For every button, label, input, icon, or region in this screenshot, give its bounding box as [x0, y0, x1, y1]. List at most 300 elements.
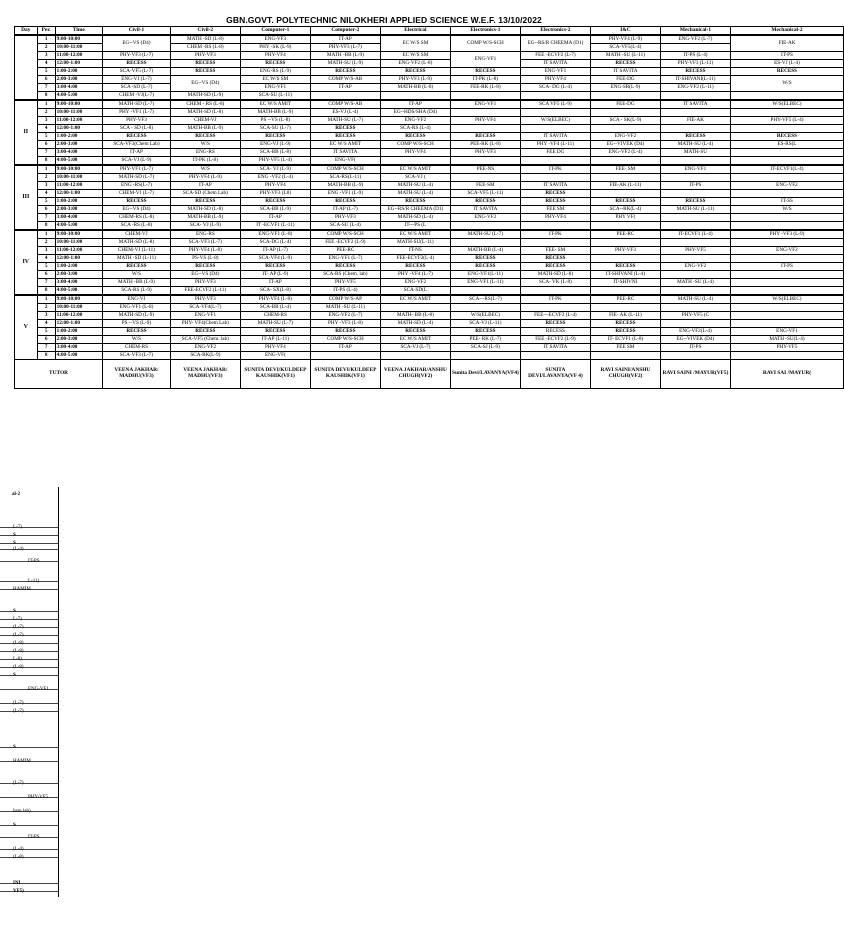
empty-cell — [380, 304, 450, 312]
class-cell: ENG-VF2 — [730, 182, 843, 190]
lower-faded-copy — [0, 487, 62, 897]
class-cell: RECESS — [240, 60, 310, 68]
empty-cell — [660, 44, 730, 52]
ghost-header: al-2 — [12, 492, 21, 497]
class-cell: PHY-VF4 (L-9) — [170, 174, 240, 182]
class-cell: MATH-SD (L-4) — [380, 320, 450, 328]
table-row — [15, 304, 844, 312]
ghost-rule — [0, 651, 58, 652]
class-cell: RECESS — [590, 198, 660, 206]
class-cell: SCA-VF5(L-4) — [590, 44, 660, 52]
period-number: 2 — [37, 174, 55, 182]
empty-cell — [730, 352, 843, 360]
period-number: 7 — [37, 84, 55, 92]
class-cell: PHY-VF4 — [240, 344, 310, 352]
period-time: 11:00-12:00 — [55, 52, 102, 60]
empty-cell — [450, 352, 520, 360]
period-time: 4:00-5:00 — [55, 287, 102, 296]
class-cell: IT---PS (L — [380, 222, 450, 231]
class-cell: RECESS — [380, 198, 450, 206]
period-time: 12:00-1:00 — [55, 320, 102, 328]
class-cell: IT-PK (L-8) — [450, 76, 520, 84]
class-cell: SCA-RS (Chem. lab) — [310, 271, 380, 279]
class-cell: RECESS — [450, 255, 520, 263]
period-time: 1:00-2:00 — [55, 328, 102, 336]
class-cell: SCA-VF4(L-7) — [170, 304, 240, 312]
class-cell: ENG-VF2 — [170, 344, 240, 352]
class-cell: RECESS — [520, 190, 590, 198]
period-time: 1:00-2:00 — [55, 68, 102, 76]
empty-cell — [450, 304, 520, 312]
class-cell: RECESS — [240, 133, 310, 141]
ghost-rule — [0, 703, 58, 704]
class-cell: SCA- VJ (L-9) — [170, 222, 240, 231]
class-cell: EG--VIVEK (D4) — [660, 336, 730, 344]
class-cell: PHY-VF4 (L-8) — [170, 247, 240, 255]
class-cell: PHY-VF5 — [310, 279, 380, 287]
class-cell: FEE-SM — [450, 182, 520, 190]
tutor-name: SUNITA DEVI/KULDEEP KAUSHIK(VF1) — [310, 360, 380, 389]
class-cell: IT-AP (L-7) — [240, 247, 310, 255]
class-cell: IT-PK (L-8) — [170, 157, 240, 166]
class-cell: PS --VS (L-9) — [103, 320, 171, 328]
empty-cell — [380, 92, 450, 101]
tutor-row — [15, 360, 844, 389]
ghost-label: L-8) — [13, 657, 22, 662]
class-cell: SCA-VJ (L-11) — [450, 320, 520, 328]
period-number: 3 — [37, 52, 55, 60]
class-cell: COMP W/S-AB — [310, 100, 380, 109]
class-cell: COMP W/S-SCH — [310, 336, 380, 344]
empty-cell — [660, 320, 730, 328]
empty-cell — [520, 304, 590, 312]
period-time: 2:00-3:00 — [55, 76, 102, 84]
period-time: 3:00-4:00 — [55, 279, 102, 287]
class-cell: COMP W/S-SCH — [380, 141, 450, 149]
class-cell: W/S — [730, 76, 843, 92]
class-cell: EG--VS (D4) — [103, 206, 171, 214]
empty-cell — [730, 239, 843, 247]
class-cell: EC W/S SM — [380, 35, 450, 52]
period-time: 10:00-11:00 — [55, 109, 102, 117]
column-header: Computer-2 — [310, 27, 380, 36]
period-number: 5 — [37, 133, 55, 141]
class-cell: PEE-RC — [590, 230, 660, 239]
column-header: Electronics-2 — [520, 27, 590, 36]
table-row — [15, 190, 844, 198]
day-label: IV — [15, 230, 38, 295]
class-cell: PHY-VF3 (L8) — [240, 190, 310, 198]
class-cell: RECESS — [590, 328, 660, 336]
column-header: Electronics-1 — [450, 27, 520, 36]
empty-cell — [660, 304, 730, 312]
class-cell: SCA-RS (L-4) — [380, 125, 450, 133]
empty-cell — [660, 109, 730, 117]
table-row — [15, 287, 844, 296]
empty-cell — [310, 352, 380, 360]
class-cell: PHY -VF1 (L-7) — [103, 109, 171, 117]
class-cell: PHY-VF5 — [660, 247, 730, 255]
table-row — [15, 92, 844, 101]
ghost-label: (L-7) — [13, 625, 24, 630]
period-number: 5 — [37, 68, 55, 76]
empty-cell — [520, 157, 590, 166]
period-number: 3 — [37, 117, 55, 125]
period-time: 10:00-11:00 — [55, 44, 102, 52]
class-cell: MATH -SU (L-11) — [310, 304, 380, 312]
column-header: Per. — [37, 27, 55, 36]
period-number: 7 — [37, 279, 55, 287]
period-time: 11:00-12:00 — [55, 247, 102, 255]
class-cell: SCA-RS (L-9) — [103, 287, 171, 296]
class-cell: RECESS — [170, 198, 240, 206]
class-cell: EC W/S AMIT — [380, 230, 450, 239]
class-cell: ES-VJ (L-4) — [730, 60, 843, 68]
class-cell: MATH-SD (L-9) — [170, 92, 240, 101]
table-row — [15, 255, 844, 263]
class-cell: MATH-SU (L-7) — [450, 230, 520, 239]
ghost-label: VF5) — [13, 889, 24, 894]
period-number: 2 — [37, 304, 55, 312]
class-cell: ENG-VF1 — [660, 165, 730, 174]
class-cell: ENG-RS (L-9) — [240, 68, 310, 76]
period-time: 11:00-12:00 — [55, 117, 102, 125]
class-cell: IT-ECVF1 (L-4) — [660, 230, 730, 239]
class-cell: IT-AP — [240, 279, 310, 287]
tutor-name: RAVI SAINI/ANSHU CHUGH(VF2) — [590, 360, 660, 389]
class-cell: FEE-RK (L-8) — [450, 84, 520, 92]
class-cell: ES-RS(L — [730, 141, 843, 149]
class-cell: COMP W/S-SCH — [310, 230, 380, 239]
empty-cell — [660, 287, 730, 296]
empty-cell — [520, 125, 590, 133]
empty-cell — [730, 255, 843, 263]
class-cell: ENG-VF2 — [380, 279, 450, 287]
class-cell: EG--VS (D4) — [103, 35, 171, 52]
empty-cell — [450, 92, 520, 101]
class-cell: RECESS — [660, 133, 730, 141]
class-cell: PHY -VF3 (L-9) — [730, 230, 843, 239]
class-cell: EC W/S SM — [240, 76, 310, 84]
period-time: 3:00-4:00 — [55, 84, 102, 92]
class-cell: ENG-VF( — [240, 352, 310, 360]
class-cell: ENG -VF1 (L-9) — [310, 190, 380, 198]
class-cell: ENG-VF1 (L-8) — [240, 230, 310, 239]
table-row — [15, 125, 844, 133]
tutor-name: VEENA JAKHAR/ANSHU CHUGH(VF2) — [380, 360, 450, 389]
class-cell: RECESS — [103, 60, 171, 68]
period-number: 8 — [37, 157, 55, 166]
period-number: 8 — [37, 287, 55, 296]
period-time: 1:00-2:00 — [55, 133, 102, 141]
class-cell: SCA-SU (L-11) — [240, 92, 310, 101]
empty-cell — [380, 352, 450, 360]
period-time: 2:00-3:00 — [55, 206, 102, 214]
class-cell: FEE-DG — [590, 76, 660, 84]
class-cell: CHEM-VJ (L-7) — [103, 190, 171, 198]
period-number: 4 — [37, 60, 55, 68]
ghost-border — [58, 487, 59, 897]
class-cell: PHY-VF3 — [170, 279, 240, 287]
class-cell: RECESS — [660, 198, 730, 206]
class-cell: SCA-RS(L-11) — [310, 174, 380, 182]
class-cell: MATH-SU(L-11) — [380, 239, 450, 247]
empty-cell — [730, 174, 843, 182]
empty-cell — [590, 190, 660, 198]
class-cell: CHEM - RS (L-8) — [170, 100, 240, 109]
class-cell: MATH-BB (L-9) — [170, 125, 240, 133]
period-number: 1 — [37, 165, 55, 174]
column-header: Civil-2 — [170, 27, 240, 36]
timetable-wrapper — [14, 26, 812, 430]
class-cell: ENG-VF1 — [520, 68, 590, 76]
ghost-rule — [0, 659, 58, 660]
class-cell: MATH-BB (L-9) — [240, 109, 310, 117]
class-cell: EC W/S AMIT — [380, 336, 450, 344]
class-cell: PHY-VF3 — [170, 295, 240, 304]
class-cell: SCA-DG (L-4) — [240, 239, 310, 247]
class-cell: IT-NS — [380, 247, 450, 255]
class-cell: MATH-BB (L-9) — [170, 214, 240, 222]
class-cell: ENG-VJ — [103, 295, 171, 304]
ghost-rule — [0, 825, 58, 826]
class-cell: PHY-VF4 — [450, 117, 520, 125]
class-cell: IT-SHIVNI — [590, 279, 660, 287]
ghost-label: (L-8) — [13, 855, 24, 860]
table-row — [15, 68, 844, 76]
class-cell: CHEM -RS (L-8) — [170, 44, 240, 52]
class-cell: IT-SS — [730, 198, 843, 206]
table-row — [15, 222, 844, 231]
period-time: 1:00-2:00 — [55, 198, 102, 206]
empty-cell — [590, 304, 660, 312]
period-time: 2:00-3:00 — [55, 141, 102, 149]
class-cell: SCA -RS (L-8) — [103, 222, 171, 231]
period-number: 3 — [37, 182, 55, 190]
period-number: 7 — [37, 344, 55, 352]
period-time: 9:00-10:00 — [55, 230, 102, 239]
class-cell: MATH-SD (L-8) — [170, 206, 240, 214]
class-cell: RECESS — [170, 60, 240, 68]
table-row — [15, 35, 844, 44]
empty-cell — [730, 320, 843, 328]
table-row — [15, 206, 844, 214]
class-cell: MATH-SD (L-8) — [520, 271, 590, 279]
class-cell: PHY-VF3 — [310, 214, 380, 222]
class-cell: FEE---ECVF2 (L-4) — [520, 312, 590, 320]
class-cell: FEE -ECVF2 (L-9) — [520, 336, 590, 344]
class-cell: PHY-VF3 — [590, 247, 660, 255]
class-cell: MATH-SD (L-9) — [103, 312, 171, 320]
class-cell: SCA---RS(L-7) — [450, 295, 520, 304]
class-cell: IT-AP (L-7) — [310, 206, 380, 214]
column-header: Computer-1 — [240, 27, 310, 36]
class-cell: IT-AP — [310, 344, 380, 352]
tutor-name: VEENA JAKHAR/ MADHU(VF3) — [103, 360, 171, 389]
class-cell: RECESS — [240, 263, 310, 271]
class-cell: SCA -SD (L-7) — [103, 84, 171, 92]
period-time: 9:00-10:00 — [55, 295, 102, 304]
class-cell: MATH-SU — [660, 149, 730, 157]
empty-cell — [730, 125, 843, 133]
class-cell: W/S — [103, 271, 171, 279]
empty-cell — [660, 255, 730, 263]
class-cell: ENG-VF2 — [450, 214, 520, 222]
empty-cell — [730, 222, 843, 231]
class-cell: RECESS — [730, 133, 843, 141]
period-time: 1:00-2:00 — [55, 263, 102, 271]
table-row — [15, 336, 844, 344]
ghost-label: HAMIM — [13, 759, 31, 764]
class-cell: ENG-VF1 — [240, 84, 310, 92]
class-cell: RECESS — [590, 263, 660, 271]
empty-cell — [730, 279, 843, 287]
period-number: 7 — [37, 149, 55, 157]
class-cell: FEE -ECVF2 (L-9) — [310, 239, 380, 247]
class-cell: PEE-RC — [310, 247, 380, 255]
class-cell: IT-PS — [730, 52, 843, 60]
tutor-name: SUNITA DEVI/KULDEEP KAUSHIK(VF1) — [240, 360, 310, 389]
class-cell: IT SAVITA — [590, 68, 660, 76]
class-cell: EG--VIVEK (D4) — [590, 141, 660, 149]
class-cell: ENG-VF1 (L-8) — [103, 304, 171, 312]
empty-cell — [450, 109, 520, 117]
table-row — [15, 214, 844, 222]
period-time: 12:00-1:00 — [55, 125, 102, 133]
class-cell: ENG-VF2 (L-8) — [380, 60, 450, 68]
class-cell: EC W/S SM — [380, 52, 450, 60]
empty-cell — [520, 239, 590, 247]
class-cell: PS-VS (L-8) — [170, 255, 240, 263]
period-number: 4 — [37, 320, 55, 328]
class-cell: PHY-VF1 (L-7) — [103, 165, 171, 174]
class-cell: IT-AP (L-11) — [240, 336, 310, 344]
class-cell: RECESS — [520, 320, 590, 328]
class-cell: W/S(ELBEC) — [730, 295, 843, 304]
period-time: 4:00-5:00 — [55, 157, 102, 166]
class-cell: IT- ECVF1 (L-8) — [590, 336, 660, 344]
class-cell: RECESS — [380, 68, 450, 76]
class-cell: ENG-VF2 (L-11) — [660, 84, 730, 92]
class-cell: SCA- SX(L-8) — [240, 287, 310, 296]
class-cell: ENG-VF2 (L-7) — [310, 312, 380, 320]
period-time: 10:00-11:00 — [55, 304, 102, 312]
class-cell: MATH-SD (L-7) — [103, 100, 171, 109]
empty-cell — [380, 157, 450, 166]
empty-cell — [450, 239, 520, 247]
period-time: 9:00-10:00 — [55, 100, 102, 109]
class-cell: SCA- DG (L-4) — [520, 84, 590, 92]
class-cell: IT- AP (L-9) — [240, 271, 310, 279]
period-number: 6 — [37, 141, 55, 149]
class-cell: RECESS — [170, 328, 240, 336]
ghost-label: IT-PS — [28, 835, 40, 840]
class-cell: IT-AP — [310, 84, 380, 92]
empty-cell — [660, 271, 730, 279]
period-number: 2 — [37, 109, 55, 117]
class-cell: FEE-ECVF2(L-4) — [380, 255, 450, 263]
ghost-rule — [0, 549, 58, 550]
class-cell: CHEM-RS — [103, 344, 171, 352]
class-cell: PHY-VF3 (L-9) — [380, 76, 450, 84]
ghost-label: S — [13, 745, 16, 750]
class-cell: PHY -VF3 (L-8) — [310, 320, 380, 328]
class-cell: IT-AP — [240, 214, 310, 222]
empty-cell — [730, 287, 843, 296]
period-time: 3:00-4:00 — [55, 149, 102, 157]
class-cell: CHEM-RS — [240, 312, 310, 320]
class-cell: SCA-SJ (L-9) — [450, 344, 520, 352]
class-cell: PHY-VF3 (L-7) — [310, 44, 380, 52]
class-cell: PHY-VF4 — [240, 182, 310, 190]
class-cell: PEE- RK (L-7) — [450, 336, 520, 344]
tutor-name: RAVI SAI /MAYUR( — [730, 360, 843, 389]
table-row — [15, 279, 844, 287]
class-cell: IT -ECVF1 (L-11) — [240, 222, 310, 231]
ghost-rule — [0, 849, 58, 850]
period-time: 12:00-1:00 — [55, 60, 102, 68]
class-cell: RECESS — [103, 263, 171, 271]
class-cell: SCA- VJ (L-9) — [240, 165, 310, 174]
class-cell: RECESS — [450, 263, 520, 271]
period-number: 8 — [37, 222, 55, 231]
class-cell: COMP W/S-SCH — [310, 165, 380, 174]
empty-cell — [730, 271, 843, 279]
empty-cell — [660, 92, 730, 101]
class-cell: RECESS — [310, 198, 380, 206]
class-cell: SCA-VF3 (L-7) — [103, 352, 171, 360]
period-time: 11:00-12:00 — [55, 182, 102, 190]
class-cell: RECESS — [450, 68, 520, 76]
class-cell: FEE DG — [520, 149, 590, 157]
class-cell: PHY-VF3 — [450, 149, 520, 157]
class-cell: PHY-VF4 — [520, 214, 590, 222]
empty-cell — [520, 287, 590, 296]
class-cell: ENG-VF1 — [450, 52, 520, 68]
class-cell: SCA-VJ ( — [380, 174, 450, 182]
empty-cell — [660, 214, 730, 222]
class-cell: IT SAVITA — [520, 344, 590, 352]
period-time: 3:00-4:00 — [55, 344, 102, 352]
empty-cell — [590, 109, 660, 117]
class-cell: PEE-NS — [450, 165, 520, 174]
empty-cell — [660, 190, 730, 198]
period-time: 11:00-12:00 — [55, 312, 102, 320]
class-cell: RECESS — [520, 263, 590, 271]
class-cell: ENG-VF( — [310, 157, 380, 166]
tutor-name: RAVI SAINI /MAYUR(VF5) — [660, 360, 730, 389]
table-row — [15, 165, 844, 174]
empty-cell — [730, 190, 843, 198]
period-number: 1 — [37, 35, 55, 44]
column-header: Electrical — [380, 27, 450, 36]
period-number: 1 — [37, 230, 55, 239]
period-number: 7 — [37, 214, 55, 222]
class-cell: PHY- VF4(Chem Lab) — [170, 320, 240, 328]
class-cell: ENG-VF3 — [240, 35, 310, 44]
column-header: Mechanical-2 — [730, 27, 843, 36]
class-cell: CHEM -VJ(L-7) — [103, 92, 171, 101]
class-cell: ENG-VF2 — [730, 247, 843, 255]
class-cell: FEE SM — [590, 344, 660, 352]
empty-cell — [520, 174, 590, 182]
class-cell: RECESS — [170, 68, 240, 76]
class-cell: IT SAVITA — [310, 149, 380, 157]
class-cell: FEE-DG — [590, 100, 660, 109]
period-number: 8 — [37, 92, 55, 101]
empty-cell — [310, 92, 380, 101]
class-cell: SCA-BB (L-9) — [240, 206, 310, 214]
